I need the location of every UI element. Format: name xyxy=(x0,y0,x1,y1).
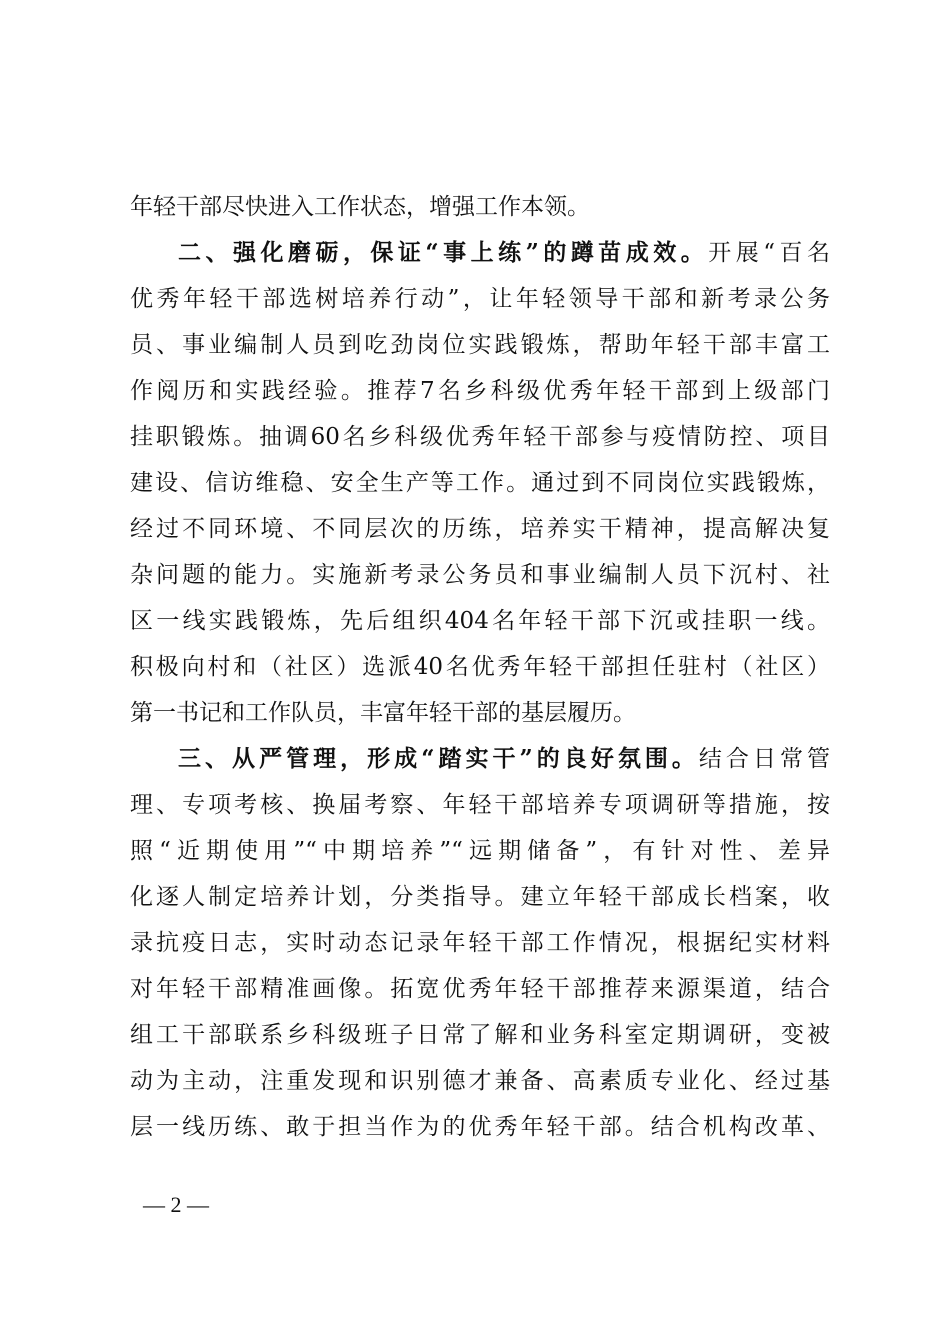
paragraph-line: 层一线历练、敢于担当作为的优秀年轻干部。结合机构改革、 xyxy=(130,1114,830,1140)
paragraph-line: 动为主动，注重发现和识别德才兼备、高素质专业化、经过基 xyxy=(130,1068,830,1094)
paragraph-line: 第一书记和工作队员，丰富年轻干部的基层履历。 xyxy=(130,700,636,726)
paragraph-line: 优秀年轻干部选树培养行动”，让年轻领导干部和新考录公务 xyxy=(130,286,830,312)
section-2-first-line xyxy=(178,238,830,268)
section-3-heading: 三、从严管理，形成“踏实干”的良好氛围。 xyxy=(178,745,699,772)
section-2-heading: 二、强化磨砺，保证“事上练”的蹲苗成效。 xyxy=(178,239,709,266)
paragraph-line: 理、专项考核、换届考察、年轻干部培养专项调研等措施，按 xyxy=(130,792,830,818)
paragraph-line: 区一线实践锻炼，先后组织404名年轻干部下沉或挂职一线。 xyxy=(130,608,830,634)
paragraph-line: 经过不同环境、不同层次的历练，培养实干精神，提高解决复 xyxy=(130,516,830,542)
paragraph-line: 杂问题的能力。实施新考录公务员和事业编制人员下沉村、社 xyxy=(130,562,830,588)
paragraph-line: 员、事业编制人员到吃劲岗位实践锻炼，帮助年轻干部丰富工 xyxy=(130,332,830,358)
paragraph-line: 积极向村和（社区）选派40名优秀年轻干部担任驻村（社区） xyxy=(130,654,830,680)
paragraph-line: 化逐人制定培养计划，分类指导。建立年轻干部成长档案，收 xyxy=(130,884,830,910)
section-3-lead-text: 结合日常管 xyxy=(698,746,830,772)
section-2-lead-text: 开展“百名 xyxy=(708,240,830,266)
paragraph-line: 作阅历和实践经验。推荐7名乡科级优秀年轻干部到上级部门 xyxy=(130,378,830,404)
page-number: — 2 — xyxy=(143,1192,209,1217)
paragraph-line: 挂职锻炼。抽调60名乡科级优秀年轻干部参与疫情防控、项目 xyxy=(130,424,830,450)
paragraph-line: 录抗疫日志，实时动态记录年轻干部工作情况，根据纪实材料 xyxy=(130,930,830,956)
paragraph-line: 组工干部联系乡科级班子日常了解和业务科室定期调研，变被 xyxy=(130,1022,830,1048)
section-3-first-line xyxy=(178,744,830,774)
paragraph-line: 年轻干部尽快进入工作状态，增强工作本领。 xyxy=(130,194,590,220)
paragraph-line: 照“近期使用”“中期培养”“远期储备”，有针对性、差异 xyxy=(130,838,830,864)
paragraph-line: 对年轻干部精准画像。拓宽优秀年轻干部推荐来源渠道，结合 xyxy=(130,976,830,1002)
paragraph-line: 建设、信访维稳、安全生产等工作。通过到不同岗位实践锻炼， xyxy=(130,470,830,496)
